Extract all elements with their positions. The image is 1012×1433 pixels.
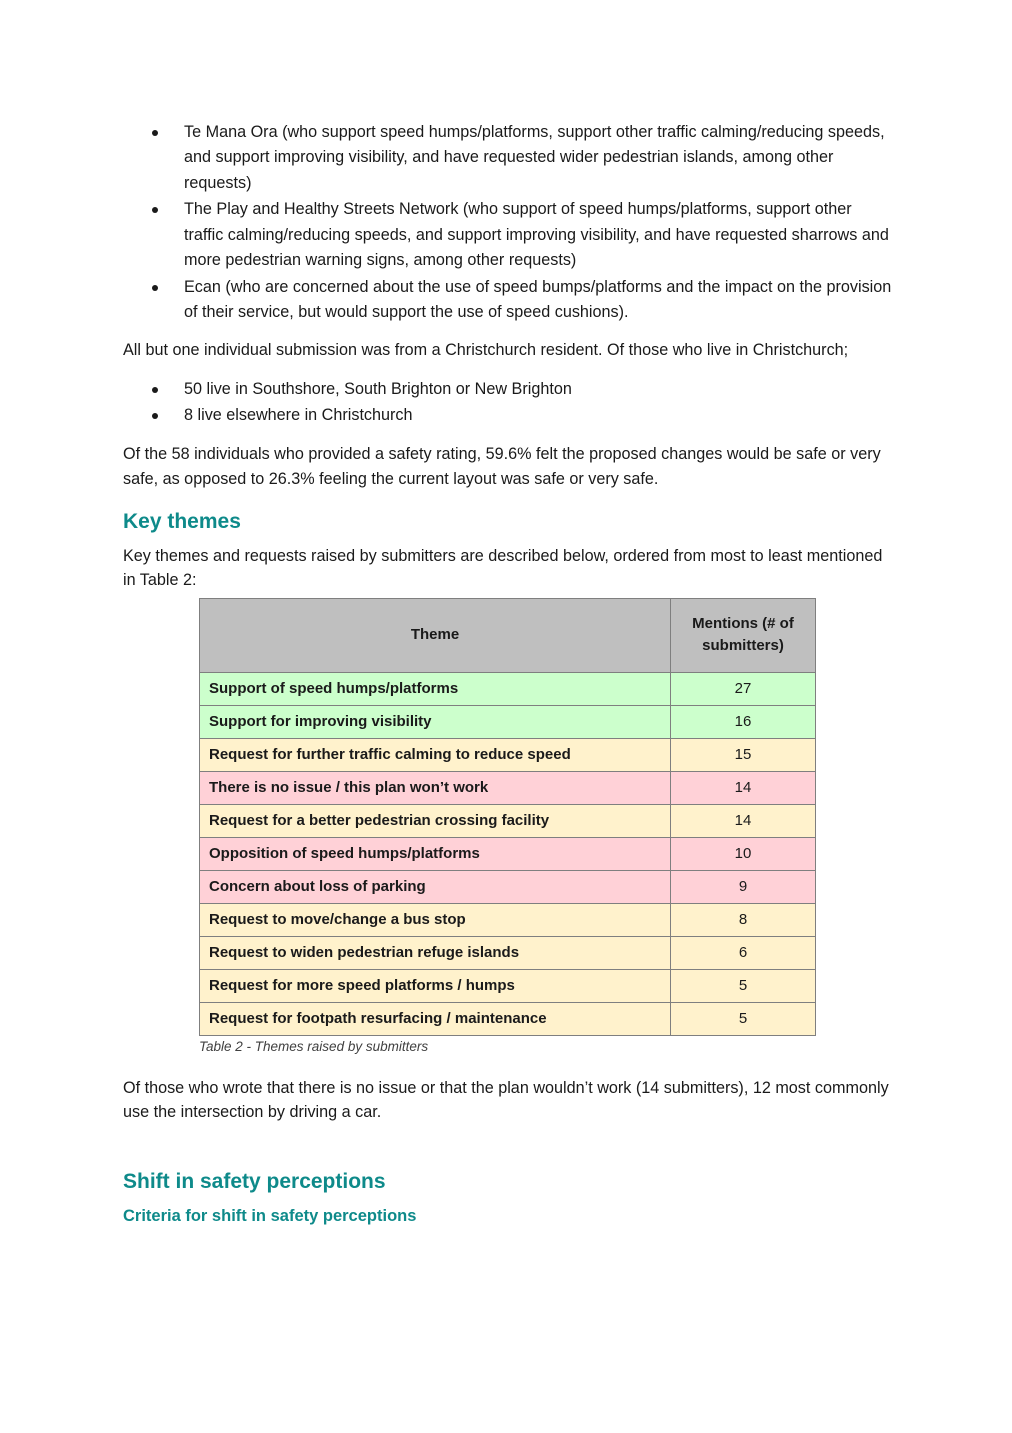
themes-table-body — [200, 672, 816, 1035]
theme-cell: Request for more speed platforms / humps — [200, 969, 671, 1002]
mentions-cell: 9 — [671, 870, 816, 903]
list-item: The Play and Healthy Streets Network (who support of speed humps/platforms, support other traffic calming/reducing speeds, and support improving visibility, and have requested sharrows and more pedestrian warning signs, among other requests) — [123, 197, 893, 273]
mentions-cell: 8 — [671, 903, 816, 936]
table-row — [200, 738, 816, 771]
list-item: 50 live in Southshore, South Brighton or New Brighton — [123, 377, 893, 402]
no-issue-paragraph: Of those who wrote that there is no issue or that the plan wouldn’t work (14 submitters), 12 most commonly use the intersection by driving a car. — [123, 1078, 889, 1121]
table-row — [200, 804, 816, 837]
bullet-icon — [152, 207, 158, 213]
stakeholder-list — [123, 120, 893, 325]
table-caption: Table 2 - Themes raised by submitters — [199, 1038, 429, 1054]
table-row — [200, 903, 816, 936]
residents-paragraph: All but one individual submission was from a Christchurch resident. Of those who live in Christchurch; — [123, 341, 849, 360]
list-item: Te Mana Ora (who support speed humps/platforms, support other traffic calming/reducing speeds, and support improving visibility, and have requested wider pedestrian islands, among other requests) — [123, 120, 893, 196]
themes-table — [199, 598, 816, 1036]
table-header-row — [200, 598, 816, 672]
document-page — [123, 120, 893, 1228]
mentions-column-header: Mentions (# of submitters) — [671, 598, 816, 672]
theme-cell: Request to move/change a bus stop — [200, 903, 671, 936]
table-row — [200, 1002, 816, 1035]
theme-cell: Request for further traffic calming to reduce speed — [200, 738, 671, 771]
residents-list — [123, 377, 893, 428]
list-item: 8 live elsewhere in Christchurch — [123, 403, 893, 428]
mentions-cell: 5 — [671, 1002, 816, 1035]
table-row — [200, 705, 816, 738]
table-row — [200, 870, 816, 903]
table-row — [200, 672, 816, 705]
safety-paragraph: Of the 58 individuals who provided a safety rating, 59.6% felt the proposed changes would be safe or very safe, as opposed to 26.3% feeling the current layout was safe or very safe. — [123, 444, 881, 488]
theme-cell: There is no issue / this plan won’t work — [200, 771, 671, 804]
theme-cell: Concern about loss of parking — [200, 870, 671, 903]
mentions-cell: 10 — [671, 837, 816, 870]
theme-cell: Support of speed humps/platforms — [200, 672, 671, 705]
key-themes-paragraph: Key themes and requests raised by submitters are described below, ordered from most to least mentioned in Table 2: — [123, 546, 883, 589]
criteria-subheading: Criteria for shift in safety perceptions — [123, 1206, 417, 1225]
theme-cell: Opposition of speed humps/platforms — [200, 837, 671, 870]
mentions-cell: 16 — [671, 705, 816, 738]
table-row — [200, 969, 816, 1002]
key-themes-heading: Key themes — [123, 509, 241, 533]
table-row — [200, 771, 816, 804]
bullet-icon — [152, 130, 158, 136]
bullet-icon — [152, 413, 158, 419]
mentions-cell: 14 — [671, 771, 816, 804]
bullet-icon — [152, 285, 158, 291]
theme-cell: Request for a better pedestrian crossing facility — [200, 804, 671, 837]
mentions-cell: 15 — [671, 738, 816, 771]
table-row — [200, 936, 816, 969]
table-row — [200, 837, 816, 870]
mentions-cell: 14 — [671, 804, 816, 837]
theme-cell: Request to widen pedestrian refuge islands — [200, 936, 671, 969]
list-item: Ecan (who are concerned about the use of speed bumps/platforms and the impact on the provision of their service, but would support the use of speed cushions). — [123, 275, 893, 326]
theme-column-header: Theme — [200, 598, 671, 672]
mentions-cell: 6 — [671, 936, 816, 969]
theme-cell: Support for improving visibility — [200, 705, 671, 738]
mentions-cell: 5 — [671, 969, 816, 1002]
shift-heading: Shift in safety perceptions — [123, 1169, 386, 1193]
bullet-icon — [152, 387, 158, 393]
mentions-cell: 27 — [671, 672, 816, 705]
theme-cell: Request for footpath resurfacing / maintenance — [200, 1002, 671, 1035]
